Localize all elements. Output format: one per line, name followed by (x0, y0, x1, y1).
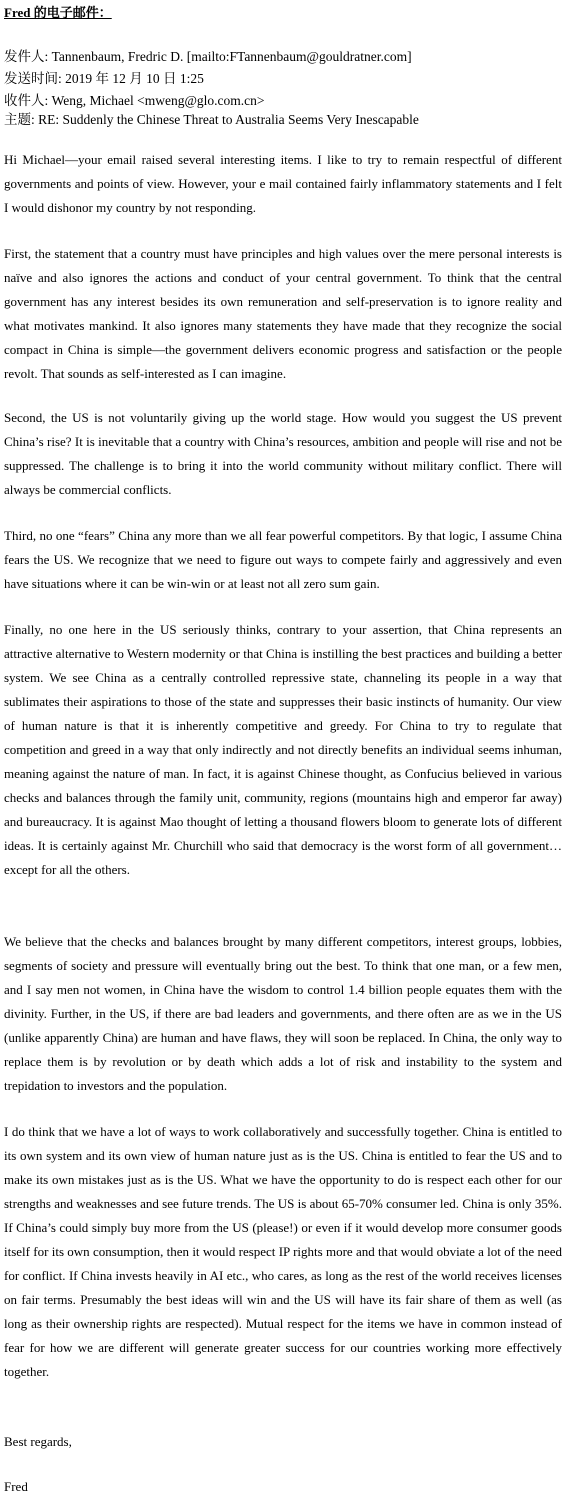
body-paragraph: Third, no one “fears” China any more than we all fear powerful competitors. By that logic, I assume China fears the US. We recognize that we need to figure out ways to compete fairly and aggressively and even have situations where it can be win-win or at least not all zero sum gain. (4, 528, 562, 591)
header-subject: 主题: RE: Suddenly the Chinese Threat to Australia Seems Very Inescapable (4, 112, 419, 127)
header-from: 发件人: Tannenbaum, Fredric D. [mailto:FTannenbaum@gouldratner.com] (4, 49, 412, 64)
body-paragraph: Finally, no one here in the US seriously thinks, contrary to your assertion, that China represents an attractive alternative to Western modernity or that China is instilling the best practices and building a better system. We see China as a centrally controlled repressive state, channeling its people in a way that sublimates their aspirations to those of the state and suppresses their basic instincts of humanity. Our view of human nature is that it is inherently competitive and greedy. For China to try to regulate that competition and greed in a way that only indirectly and not directly benefits an individual seems inhuman, meaning against the nature of man. In fact, it is against Chinese thought, as Confucius believed in various checks and balances through the family unit, community, regions (mountains high and emperor far away) and bureaucracy. It is against Mao thought of letting a thousand flowers bloom to generate lots of different ideas. It is certainly against Mr. Churchill who said that democracy is the worst form of all government…except for all the others. (4, 622, 562, 877)
header-to: 收件人: Weng, Michael <mweng@glo.com.cn> (4, 93, 265, 108)
header-sent: 发送时间: 2019 年 12 月 10 日 1:25 (4, 71, 204, 86)
body-paragraph: First, the statement that a country must have principles and high values over the mere personal interests is naïve and also ignores the actions and conduct of your central government. To think that the central government has any interest besides its own remuneration and self-preservation is to ignore reality and what motivates mankind. It also ignores many statements they have made that they recognize the social compact in China is simple—the government delivers economic progress and satisfaction or the people revolt. That sounds as self-interested as I can imagine. (4, 246, 562, 381)
body-paragraph: Hi Michael—your email raised several interesting items. I like to try to remain respectful of different governments and points of view. However, your e mail contained fairly inflammatory statements and I felt I would dishonor my country by not responding. (4, 152, 562, 215)
body-paragraph: We believe that the checks and balances brought by many different competitors, interest groups, lobbies, segments of society and pressure will eventually bring out the best. To think that one man, or a few men, and I say men not women, in China have the wisdom to control 1.4 billion people equates them with the divinity. Further, in the US, if there are bad leaders and governments, and there often are as we in the US (unlike apparently China) are human and have flaws, they will soon be replaced. In China, the only way to replace them is by revolution or by death which adds a lot of risk and instability to the system and trepidation to investors and the population. (4, 934, 562, 1093)
body-paragraph: Second, the US is not voluntarily giving up the world stage. How would you suggest the US prevent China’s rise? It is inevitable that a country with China’s resources, ambition and people will rise and not be suppressed. The challenge is to bring it into the world community without military conflict. There will always be commercial conflicts. (4, 410, 562, 497)
document-title: Fred 的电子邮件： (4, 5, 112, 20)
signature: Fred (4, 1479, 28, 1494)
body-paragraph: I do think that we have a lot of ways to work collaboratively and successfully together. China is entitled to its own system and its own view of human nature just as is the US. China is entitled to fear the US and to make its own mistakes just as is the US. What we have the opportunity to do is respect each other for our strengths and weaknesses and see future trends. The US is about 65-70% consumer led. China is only 35%. If China’s could simply buy more from the US (please!) or even if it would develop more consumer goods itself for its own consumption, then it would respect IP rights more and that would obviate a lot of the need for conflict. If China invests heavily in AI etc., who cares, as long as the rest of the world receives licenses on fair terms. Presumably the best ideas will win and the US will have its fair share of them as well (as long as their ownership rights are respected). Mutual respect for the items we have in common instead of fear for how we are different will generate greater success for our countries working more effectively together. (4, 1124, 562, 1379)
closing: Best regards, (4, 1434, 72, 1449)
